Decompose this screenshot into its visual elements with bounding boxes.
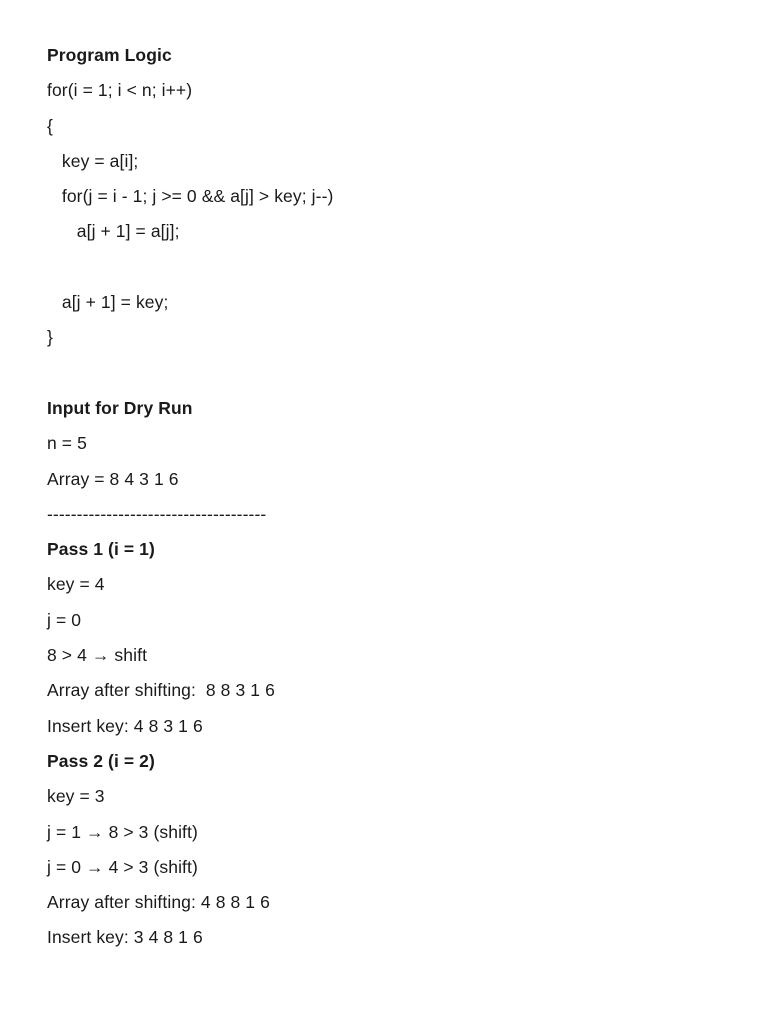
section-heading: Pass 2 (i = 2) bbox=[47, 750, 155, 771]
text-line: { bbox=[47, 115, 53, 136]
blank-line bbox=[47, 356, 727, 391]
text-line: Array = 8 4 3 1 6 bbox=[47, 468, 179, 489]
text-line: Insert key: 4 8 3 1 6 bbox=[47, 715, 203, 736]
text-line: key = a[i]; bbox=[47, 150, 139, 171]
text-line: for(j = i - 1; j >= 0 && a[j] > key; j--) bbox=[47, 186, 334, 207]
section-heading: Input for Dry Run bbox=[47, 397, 193, 418]
text-line: a[j + 1] = a[j]; bbox=[47, 221, 180, 242]
text-line: Insert key: 3 4 8 1 6 bbox=[47, 927, 203, 948]
section-heading: Program Logic bbox=[47, 45, 172, 65]
text-line: Array after shifting: 4 8 8 1 6 bbox=[47, 892, 270, 913]
text-line: for(i = 1; i < n; i++) bbox=[47, 80, 193, 101]
text-line: j = 1 → 8 > 3 (shift) bbox=[47, 821, 198, 842]
text-line: j = 0 bbox=[47, 609, 82, 630]
text-line: key = 4 bbox=[47, 574, 105, 595]
text-line: 8 > 4 → shift bbox=[47, 645, 148, 666]
text-line: } bbox=[47, 327, 53, 348]
text-line: key = 3 bbox=[47, 786, 105, 807]
blank-line bbox=[47, 250, 727, 285]
separator-line: ------------------------------------- bbox=[47, 503, 267, 524]
text-line: Array after shifting: 8 8 3 1 6 bbox=[47, 680, 275, 701]
text-line: a[j + 1] = key; bbox=[47, 292, 169, 313]
text-line: j = 0 → 4 > 3 (shift) bbox=[47, 856, 198, 877]
text-line: n = 5 bbox=[47, 433, 87, 454]
section-heading: Pass 1 (i = 1) bbox=[47, 539, 155, 560]
document-body bbox=[47, 38, 727, 956]
